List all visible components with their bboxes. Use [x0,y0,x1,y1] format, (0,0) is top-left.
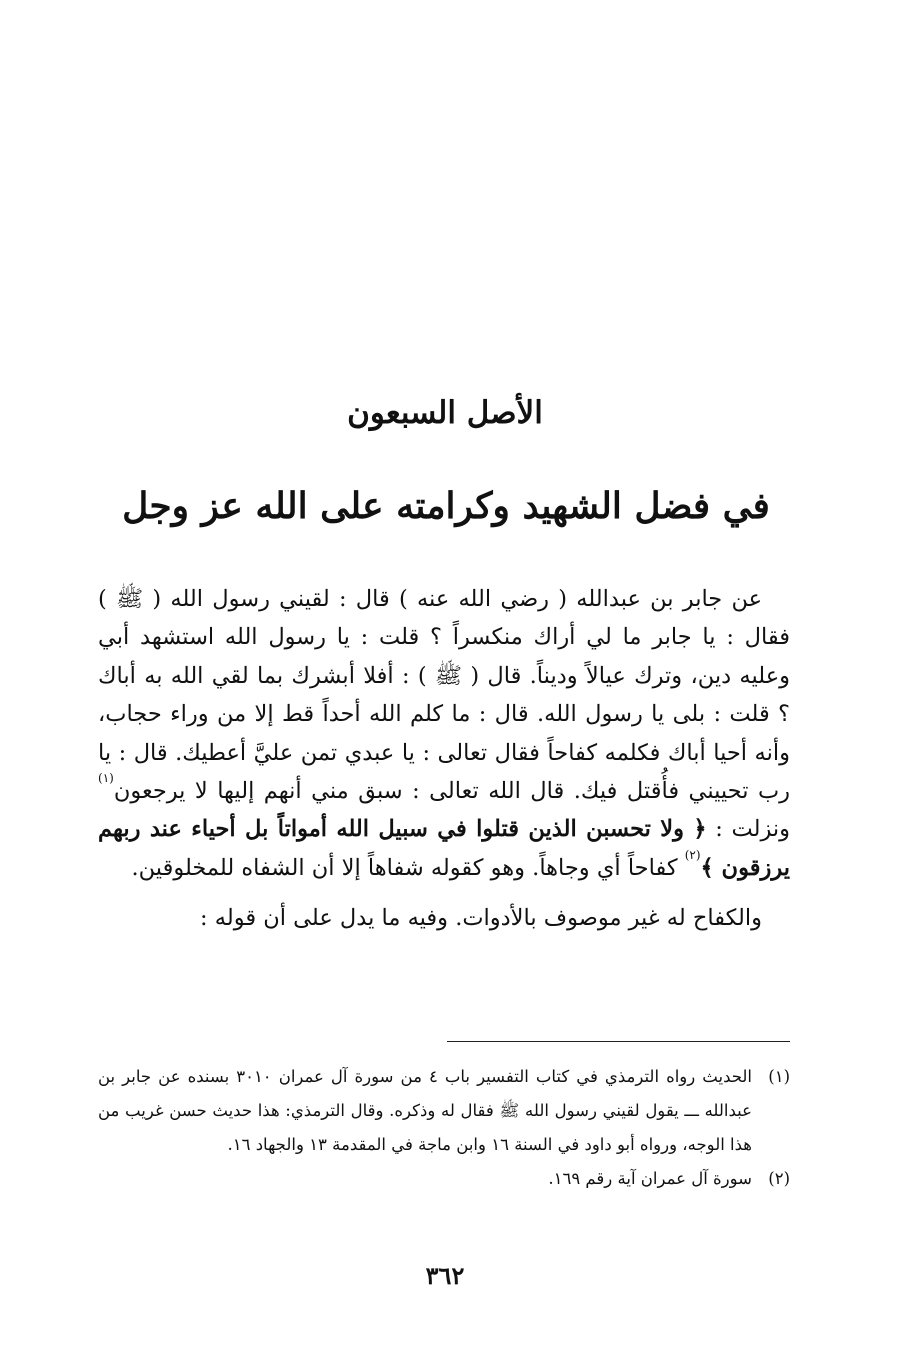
chapter-title-heading: في فضل الشهيد وكرامته على الله عز وجل [122,485,770,527]
hadith-text: عن جابر بن عبدالله ( رضي الله عنه ) قال : لقيني رسول الله ( ﷺ ) فقال : يا جابر ما لي أراك منكسراً ؟ قلت : يا رسول الله استشهد أبي وعليه دين، وترك عيالاً وديناً. قال ( ﷺ ) : أفلا أبشرك بما لقي الله به أباك ؟ قلت : بلى يا رسول الله. قال : ما كلم الله أحداً قط إلا من وراء حجاب، وأنه أحيا أباك فكلمه كفاحاً فقال تعالى : يا عبدي تمن عليَّ أعطيك. قال : يا رب تحييني فأُقتل فيك. قال الله تعالى : سبق مني أنهم إليها لا يرجعون [98,586,790,805]
footnote-1-marker: (١) [768,1067,790,1086]
footnote-1-text: الحديث رواه الترمذي في كتاب التفسير باب ٤ من سورة آل عمران ٣٠١٠ بسنده عن جابر بن عبدالله ـــ يقول لقيني رسول الله ﷺ فقال له وذكره. وقال الترمذي: هذا حديث حسن غريب من هذا الوجه، ورواه أبو داود في السنة ١٦ وابن ماجة في المقدمة ١٣ والجهاد ١٦. [98,1067,752,1154]
footnote-2-marker: (٢) [768,1169,790,1188]
hadith-commentary: كفاحاً أي وجاهاً. وهو كقوله شفاهاً إلا أن الشفاه للمخلوقين. [131,854,685,881]
chapter-number-heading: الأصل السبعون [347,395,543,431]
quran-verse: ﴿ ولا تحسبن الذين قتلوا في سبيل الله أمواتاً بل أحياء عند ربهم يرزقون ﴾ [98,816,790,881]
page-number: ٣٦٢ [425,1261,465,1290]
footnotes-section [98,1060,790,1196]
paragraph-commentary: والكفاح له غير موصوف بالأدوات. وفيه ما يدل على أن قوله : [200,905,762,932]
footnote-divider [447,1041,790,1042]
main-text [98,580,790,938]
footnote-1 [98,1060,790,1162]
footnote-ref-1: (١) [98,771,114,786]
hadith-continuation: ونزلت : [706,816,790,843]
footnote-ref-2: (٢) [684,847,701,862]
footnote-2-text: سورة آل عمران آية رقم ١٦٩. [548,1169,752,1188]
footnote-2 [98,1162,790,1196]
paragraph-hadith [98,580,790,887]
